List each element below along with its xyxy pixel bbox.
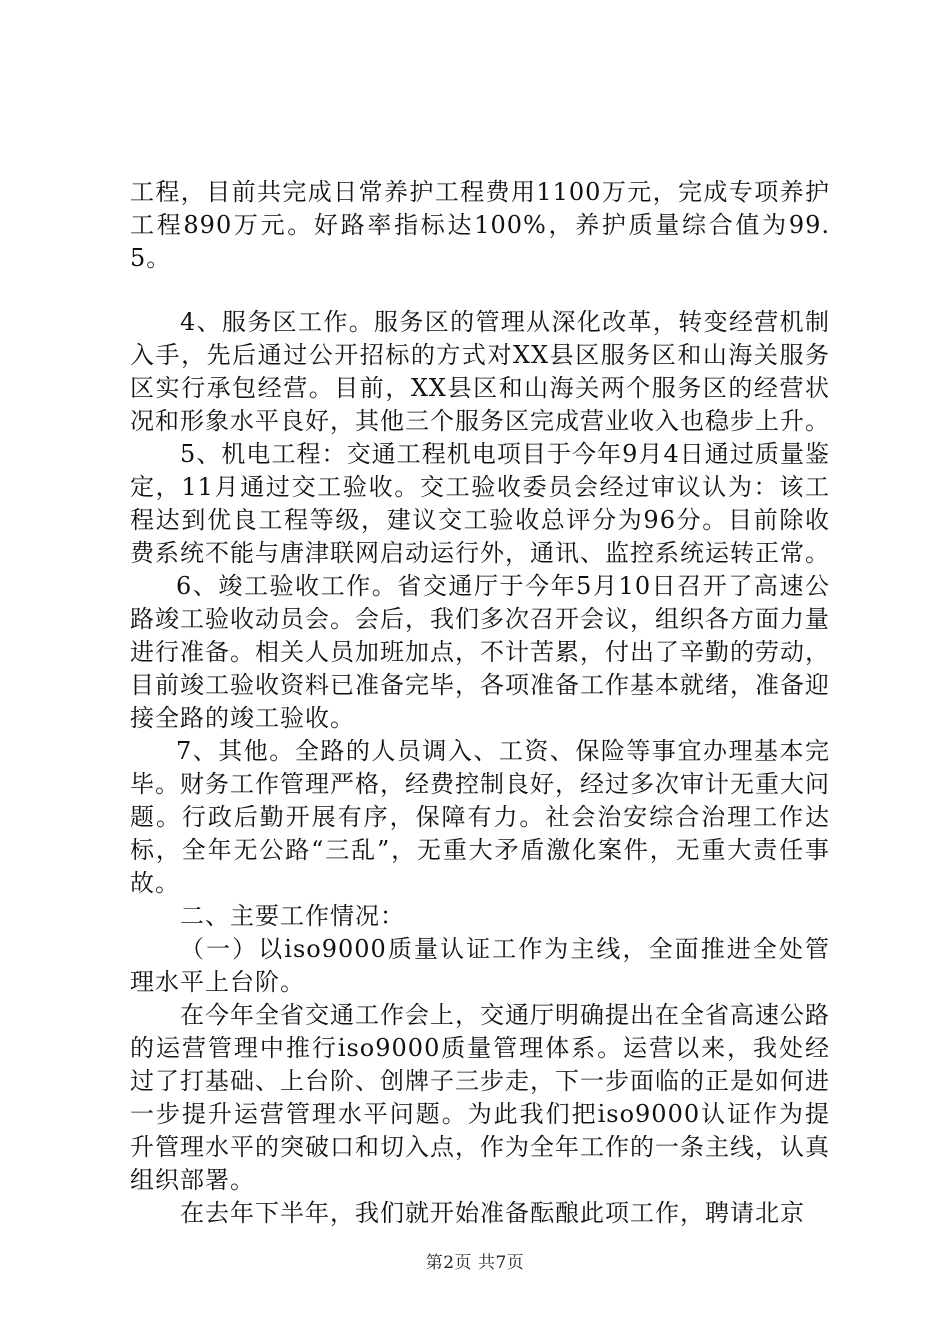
paragraph-completion-acceptance: 6、竣工验收工作。省交通厅于今年5月10日召开了高速公路竣工验收动员会。会后，我们多次召开会议，组织各方面力量进行准备。相关人员加班加点，不计苦累，付出了辛勤的劳动，目前竣工验收资料已准备完毕，各项准备工作基本就绪，准备迎接全路的竣工验收。: [130, 572, 830, 732]
paragraph-iso9000-background: 在今年全省交通工作会上，交通厅明确提出在全省高速公路的运营管理中推行iso9000质量管理体系。运营以来，我处经过了打基础、上台阶、创牌子三步走，下一步面临的正是如何进一步提升运营管理水平问题。为此我们把iso9000认证作为提升管理水平的突破口和切入点，作为全年工作的一条主线，认真组织部署。: [130, 1001, 830, 1194]
section-heading-main-work: 二、主要工作情况：: [180, 902, 405, 930]
paragraph-last-year-preparation: 在去年下半年，我们就开始准备酝酿此项工作，聘请北京: [180, 1199, 805, 1227]
paragraph-electromechanical: 5、机电工程：交通工程机电项目于今年9月4日通过质量鉴定，11月通过交工验收。交工验收委员会经过审议认为：该工程达到优良工程等级，建议交工验收总评分为96分。目前除收费系统不能与唐津联网启动运行外，通讯、监控系统运转正常。: [130, 440, 830, 567]
subsection-heading-iso9000: （一）以iso9000质量认证工作为主线，全面推进全处管理水平上台阶。: [130, 935, 830, 996]
page-number-footer: 第2页 共7页: [425, 1253, 525, 1273]
paragraph-service-area: 4、服务区工作。服务区的管理从深化改革，转变经营机制入手，先后通过公开招标的方式对XX县区服务区和山海关服务区实行承包经营。目前，XX县区和山海关两个服务区的经营状况和形象水平良好，其他三个服务区完成营业收入也稳步上升。: [130, 308, 830, 435]
paragraph-other: 7、其他。全路的人员调入、工资、保险等事宜办理基本完毕。财务工作管理严格，经费控制良好，经过多次审计无重大问题。行政后勤开展有序，保障有力。社会治安综合治理工作达标，全年无公路“三乱”，无重大矛盾激化案件，无重大责任事故。: [130, 737, 830, 897]
paragraph-maintenance-summary: 工程，目前共完成日常养护工程费用1100万元，完成专项养护工程890万元。好路率指标达100%，养护质量综合值为99.5。: [130, 178, 830, 272]
document-body: [130, 176, 830, 1230]
